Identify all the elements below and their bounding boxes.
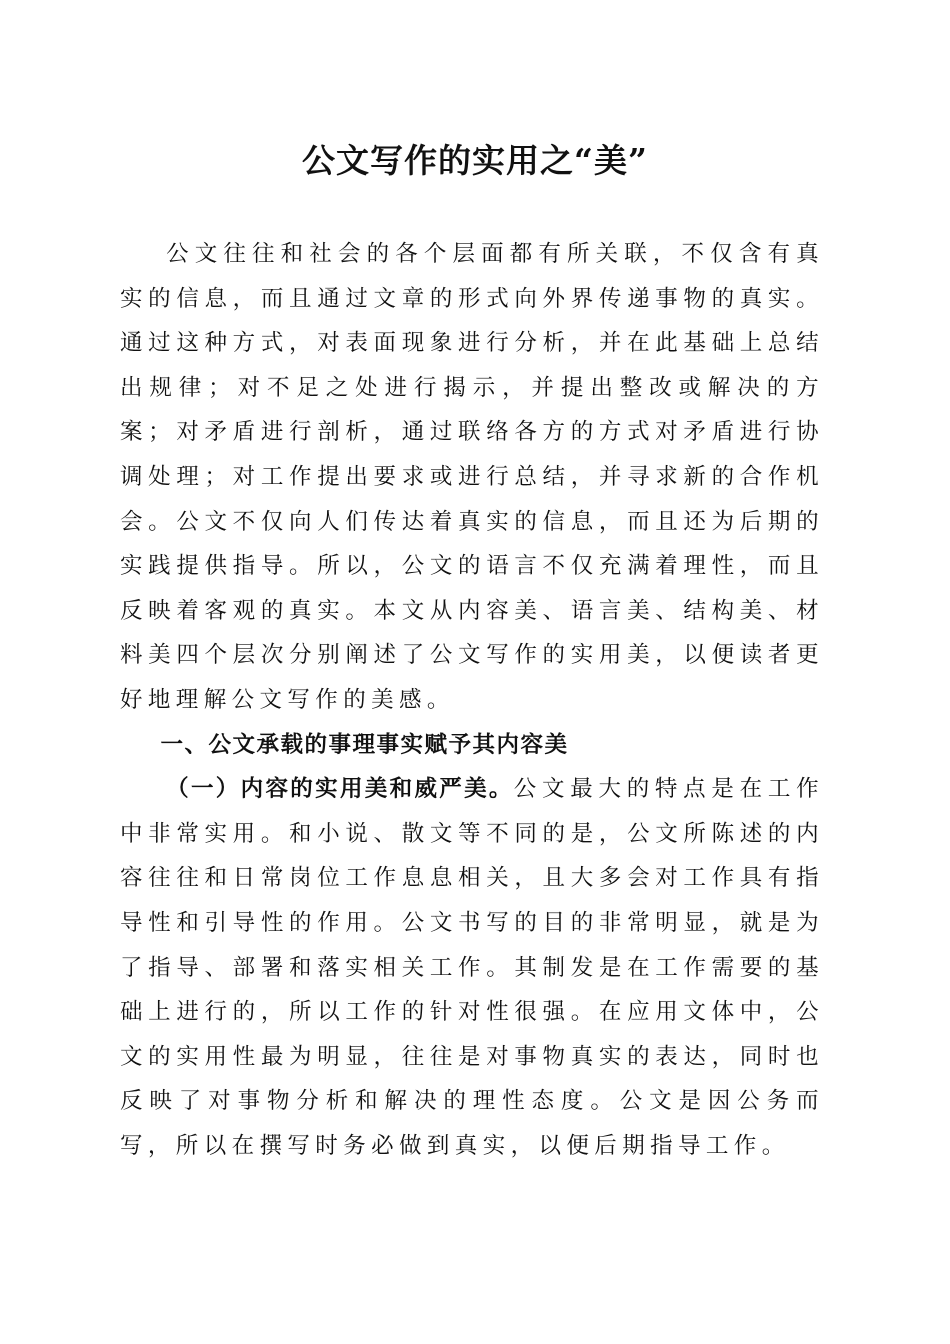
subsection-1-paragraph [120, 767, 824, 1168]
document-title: 公文写作的实用之“美” [302, 141, 648, 180]
section-1-heading: 一、公文承载的事理事实赋予其内容美 [160, 731, 569, 758]
intro-paragraph: 公文往往和社会的各个层面都有所关联，不仅含有真实的信息，而且通过文章的形式向外界传递事物的真实。通过这种方式，对表面现象进行分析，并在此基础上总结出规律；对不足之处进行揭示，并提出整改或解决的方案；对矛盾进行剖析，通过联络各方的方式对矛盾进行协调处理；对工作提出要求或进行总结，并寻求新的合作机会。公文不仅向人们传达着真实的信息，而且还为后期的实践提供指导。所以，公文的语言不仅充满着理性，而且反映着客观的真实。本文从内容美、语言美、结构美、材料美四个层次分别阐述了公文写作的实用美，以便读者更好地理解公文写作的美感。 [120, 241, 824, 713]
subsection-1-lead: （一）内容的实用美和威严美。 [166, 776, 514, 803]
subsection-1-text: 公文最大的特点是在工作中非常实用。和小说、散文等不同的是，公文所陈述的内容往往和日常岗位工作息息相关，且大多会对工作具有指导性和引导性的作用。公文书写的目的非常明显，就是为了指导、部署和落实相关工作。其制发是在工作需要的基础上进行的，所以工作的针对性很强。在应用文体中，公文的实用性最为明显，往往是对事物真实的表达，同时也反映了对事物分析和解决的理性态度。公文是因公务而写，所以在撰写时务必做到真实，以便后期指导工作。 [120, 776, 824, 1159]
document-body [120, 232, 824, 1168]
